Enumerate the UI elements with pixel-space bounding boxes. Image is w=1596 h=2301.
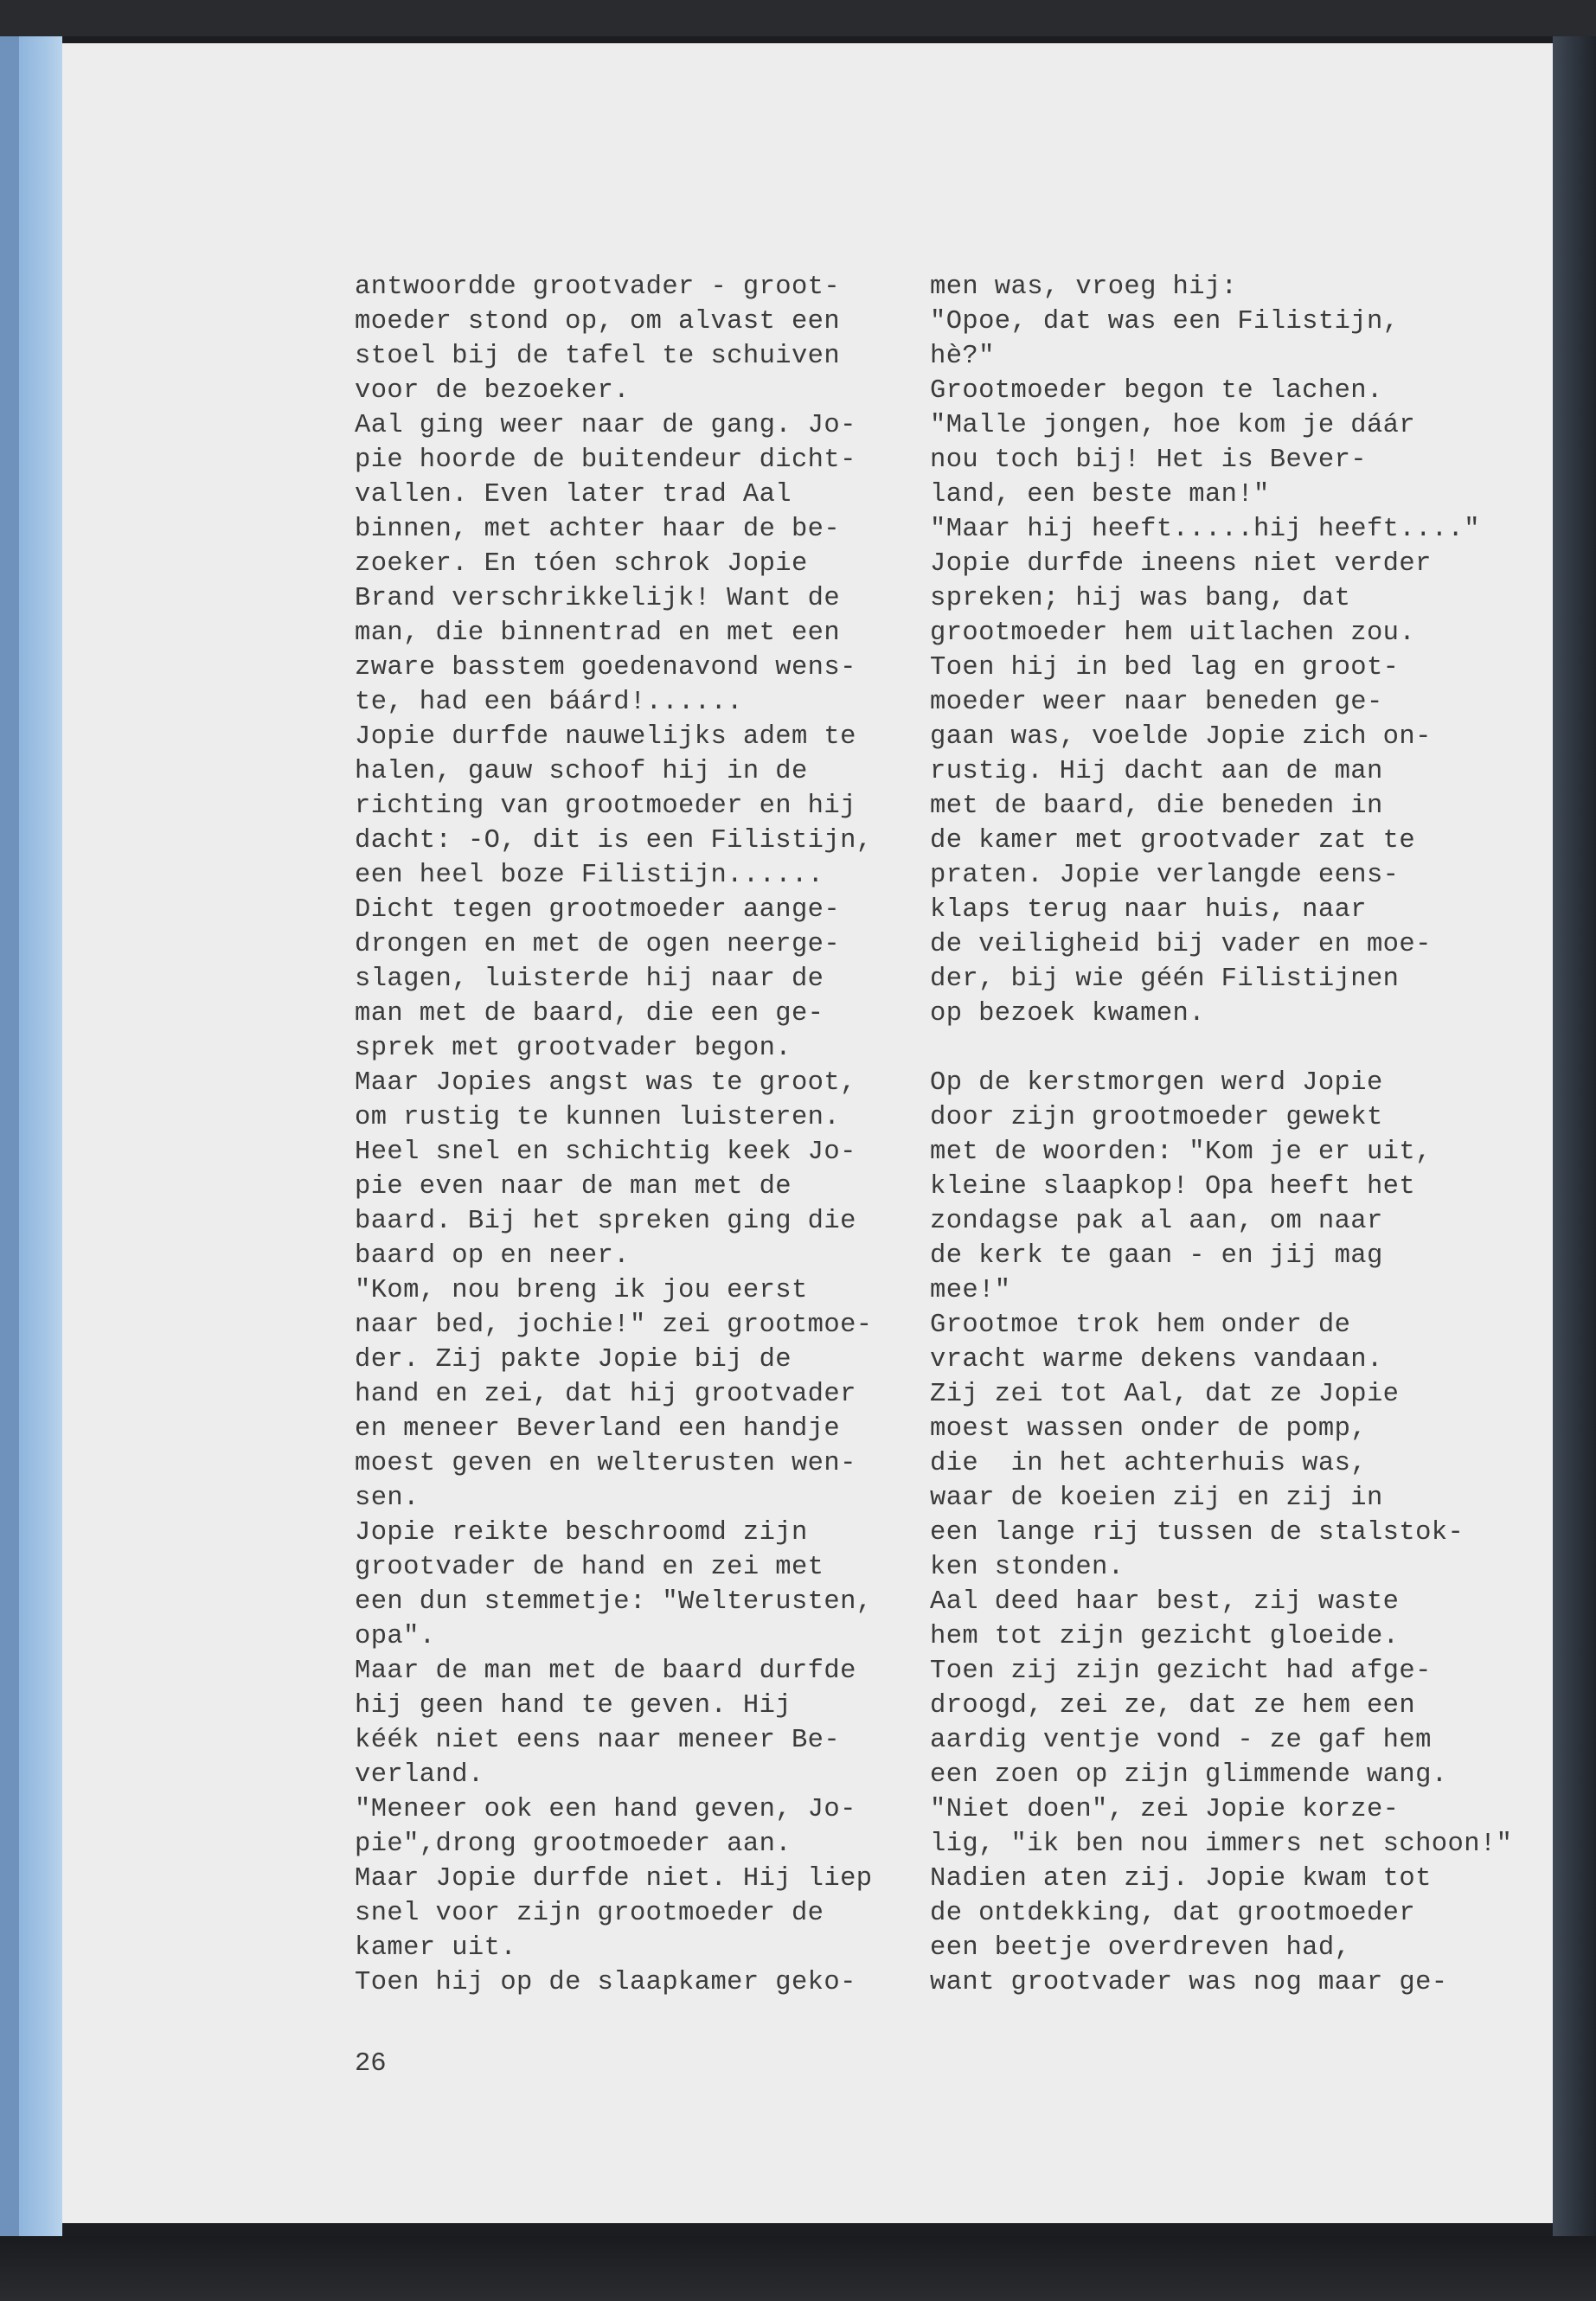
text-line: pie",drong grootmoeder aan. [355,1830,792,1859]
scanner-top-edge [0,0,1596,36]
text-line: de veiligheid bij vader en moe- [930,930,1432,959]
text-line: Jopie durfde ineens niet verder [930,549,1432,579]
text-line: hè?" [930,342,995,371]
text-line: grootmoeder hem uitlachen zou. [930,619,1416,648]
text-line: naar bed, jochie!" zei grootmoe- [355,1311,873,1340]
text-line: verland. [355,1760,484,1790]
text-line: dacht: -O, dit is een Filistijn, [355,826,873,856]
text-line: "Kom, nou breng ik jou eerst [355,1276,808,1305]
text-line: baard. Bij het spreken ging die [355,1207,856,1236]
text-line: pie even naar de man met de [355,1172,792,1202]
text-line: Grootmoeder begon te lachen. [930,376,1383,406]
text-line: grootvader de hand en zei met [355,1553,824,1582]
text-line: drongen en met de ogen neerge- [355,930,841,959]
text-line: met de baard, die beneden in [930,792,1383,821]
text-line: stoel bij de tafel te schuiven [355,342,841,371]
text-line: Maar Jopie durfde niet. Hij liep [355,1864,873,1894]
text-line: hij geen hand te geven. Hij [355,1691,792,1721]
text-column-right [930,270,1512,2000]
text-line: de ontdekking, dat grootmoeder [930,1899,1416,1928]
text-line: moeder weer naar beneden ge- [930,688,1383,717]
text-line: der. Zij pakte Jopie bij de [355,1345,792,1375]
text-line: de kerk te gaan - en jij mag [930,1241,1383,1271]
text-line: baard op en neer. [355,1241,630,1271]
text-line: een dun stemmetje: "Welterusten, [355,1587,873,1617]
text-line: en meneer Beverland een handje [355,1414,841,1444]
text-line: "Maar hij heeft.....hij heeft...." [930,515,1480,544]
text-line: Grootmoe trok hem onder de [930,1311,1351,1340]
text-line: sprek met grootvader begon. [355,1034,792,1063]
text-line: om rustig te kunnen luisteren. [355,1103,841,1132]
text-line: Toen zij zijn gezicht had afge- [930,1657,1432,1686]
text-line: klaps terug naar huis, naar [930,895,1367,925]
text-line: Toen hij op de slaapkamer geko- [355,1968,856,1997]
text-line: vallen. Even later trad Aal [355,480,792,510]
text-line: opa". [355,1622,436,1651]
text-line: waar de koeien zij en zij in [930,1484,1383,1513]
text-line: Jopie durfde nauwelijks adem te [355,722,856,752]
text-line: nou toch bij! Het is Bever- [930,445,1367,475]
text-line: "Malle jongen, hoe kom je dáár [930,411,1416,440]
book-spine-strip [19,36,62,2238]
text-line: "Meneer ook een hand geven, Jo- [355,1795,856,1824]
text-line: man, die binnentrad en met een [355,619,841,648]
text-line: Zij zei tot Aal, dat ze Jopie [930,1380,1400,1409]
text-line: pie hoorde de buitendeur dicht- [355,445,856,475]
text-line: mee!" [930,1276,1011,1305]
text-line: halen, gauw schoof hij in de [355,757,808,786]
text-line: sen. [355,1484,420,1513]
text-line: antwoordde grootvader - groot- [355,272,841,302]
text-line: praten. Jopie verlangde eens- [930,861,1400,890]
text-line: snel voor zijn grootmoeder de [355,1899,824,1928]
text-line: want grootvader was nog maar ge- [930,1968,1448,1997]
text-line: die in het achterhuis was, [930,1449,1367,1478]
text-line: Jopie reikte beschroomd zijn [355,1518,808,1548]
text-line: slagen, luisterde hij naar de [355,965,824,994]
text-line: zoeker. En tóen schrok Jopie [355,549,808,579]
text-line: zware basstem goedenavond wens- [355,653,856,683]
text-line: met de woorden: "Kom je er uit, [930,1138,1432,1167]
text-line: land, een beste man!" [930,480,1270,510]
text-line: der, bij wie géén Filistijnen [930,965,1400,994]
text-column-left [355,270,873,2000]
text-line: een beetje overdreven had, [930,1933,1351,1963]
text-line: kleine slaapkop! Opa heeft het [930,1172,1416,1202]
text-line: Toen hij in bed lag en groot- [930,653,1400,683]
text-line: droogd, zei ze, dat ze hem een [930,1691,1416,1721]
text-line: aardig ventje vond - ze gaf hem [930,1726,1432,1755]
text-line: Dicht tegen grootmoeder aange- [355,895,841,925]
text-line: hand en zei, dat hij grootvader [355,1380,856,1409]
text-line: moest geven en welterusten wen- [355,1449,856,1478]
text-line: richting van grootmoeder en hij [355,792,856,821]
text-line: vracht warme dekens vandaan. [930,1345,1383,1375]
text-line: rustig. Hij dacht aan de man [930,757,1383,786]
text-line: "Opoe, dat was een Filistijn, [930,307,1400,336]
book-cover-left-edge [0,36,19,2238]
text-line: ken stonden. [930,1553,1125,1582]
text-line: gaan was, voelde Jopie zich on- [930,722,1432,752]
text-line: te, had een báárd!...... [355,688,743,717]
text-line: een lange rij tussen de stalstok- [930,1518,1465,1548]
text-line: lig, "ik ben nou immers net schoon!" [930,1830,1513,1859]
text-line: Maar Jopies angst was te groot, [355,1068,856,1098]
text-line [930,1031,1512,1066]
text-line: een heel boze Filistijn...... [355,861,824,890]
text-line: een zoen op zijn glimmende wang. [930,1760,1448,1790]
text-line: kéék niet eens naar meneer Be- [355,1726,841,1755]
text-line: man met de baard, die een ge- [355,999,824,1029]
text-line: Heel snel en schichtig keek Jo- [355,1138,856,1167]
text-line: "Niet doen", zei Jopie korze- [930,1795,1400,1824]
text-line: op bezoek kwamen. [930,999,1205,1029]
text-line: men was, vroeg hij: [930,272,1238,302]
book-cover-right-edge [1553,36,1596,2238]
page-number: 26 [355,2049,387,2079]
text-line: de kamer met grootvader zat te [930,826,1416,856]
text-line: binnen, met achter haar de be- [355,515,841,544]
text-line: moest wassen onder de pomp, [930,1414,1367,1444]
book-page [62,43,1553,2223]
text-line: Brand verschrikkelijk! Want de [355,584,841,613]
text-line: Nadien aten zij. Jopie kwam tot [930,1864,1432,1894]
scanner-bottom-edge [0,2236,1596,2301]
text-line: Aal ging weer naar de gang. Jo- [355,411,856,440]
text-line: zondagse pak al aan, om naar [930,1207,1383,1236]
text-line: Maar de man met de baard durfde [355,1657,856,1686]
text-line: hem tot zijn gezicht gloeide. [930,1622,1400,1651]
text-line: moeder stond op, om alvast een [355,307,841,336]
text-line: voor de bezoeker. [355,376,630,406]
text-line: door zijn grootmoeder gewekt [930,1103,1383,1132]
text-line: Aal deed haar best, zij waste [930,1587,1400,1617]
text-line: spreken; hij was bang, dat [930,584,1351,613]
text-line: kamer uit. [355,1933,517,1963]
text-line: Op de kerstmorgen werd Jopie [930,1068,1383,1098]
